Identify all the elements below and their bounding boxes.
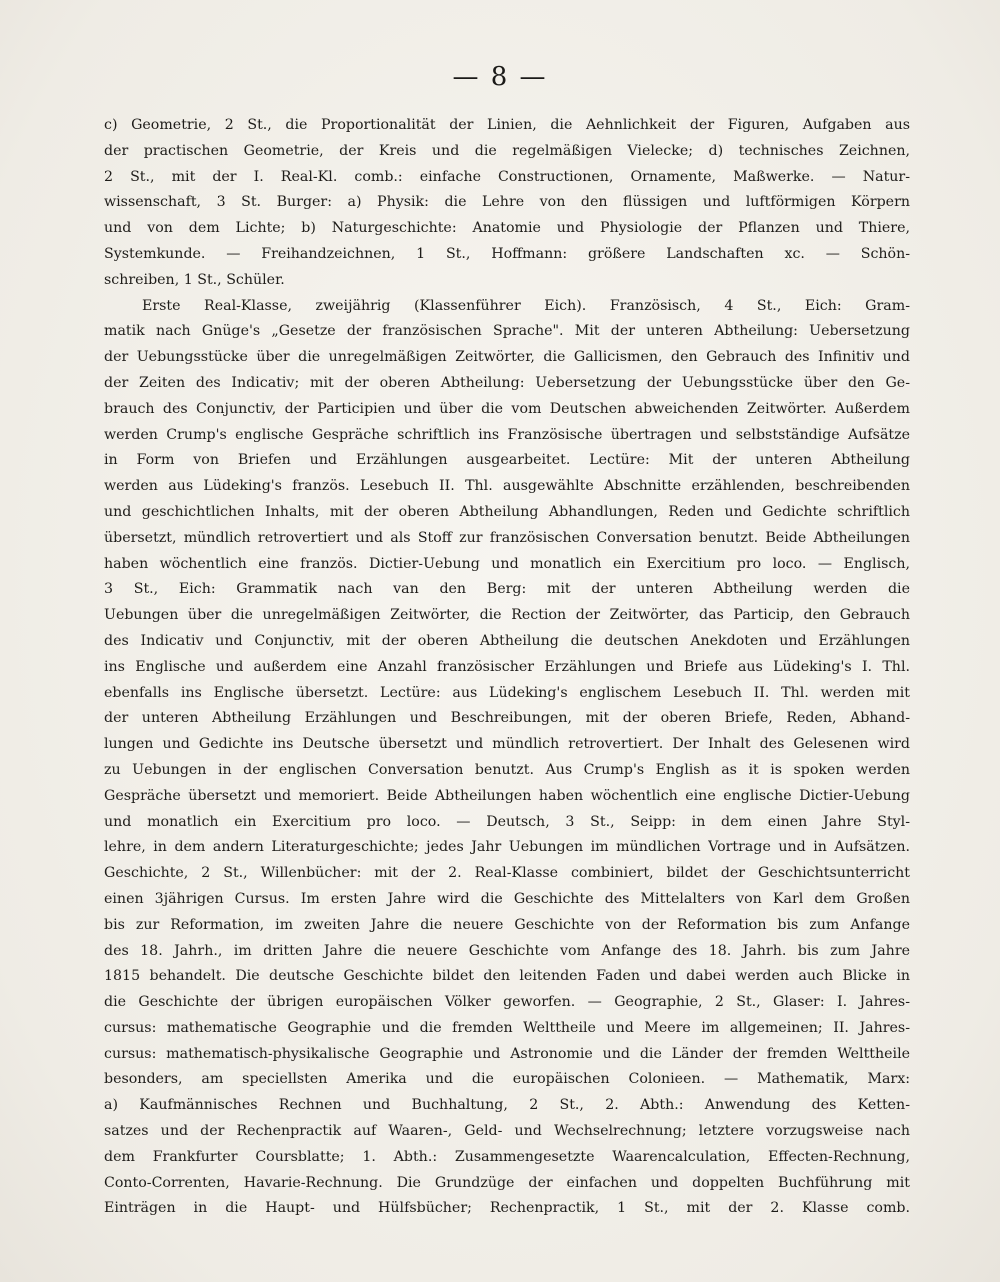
text-line: der practischen Geometrie, der Kreis und die regelmäßigen Vielecke; d) technisches Zeichnen, [104, 142, 910, 159]
text-line: Uebungen über die unregelmäßigen Zeitwörter, die Rection der Zeitwörter, das Particip, den Gebrauch [104, 607, 910, 624]
text-line: Erste Real-Klasse, zweijährig (Klassenführer Eich). Französisch, 4 St., Eich: Gram- [142, 297, 910, 314]
text-line: übersetzt, mündlich retrovertiert und als Stoff zur französischen Conversation benutzt. Beide Abtheilungen [104, 529, 910, 546]
text-line: einen 3jährigen Cursus. Im ersten Jahre wird die Geschichte des Mittelalters von Karl dem Großen [104, 890, 910, 907]
text-line: werden Crump's englische Gespräche schriftlich ins Französische übertragen und selbstständige Aufsätze [104, 426, 910, 443]
text-line: und monatlich ein Exercitium pro loco. — Deutsch, 3 St., Seipp: in dem einen Jahre Styl- [104, 813, 910, 830]
text-line: cursus: mathematisch-physikalische Geographie und Astronomie und die Länder der fremden Welttheile [104, 1045, 910, 1062]
text-line: Gespräche übersetzt und memoriert. Beide Abtheilungen haben wöchentlich eine englische Dictier-Uebung [104, 787, 910, 804]
text-line: zu Uebungen in der englischen Conversation benutzt. Aus Crump's English as it is spoken werden [104, 761, 910, 778]
text-line: ins Englische und außerdem eine Anzahl französischer Erzählungen und Briefe aus Lüdeking's I. Thl. [104, 658, 910, 675]
text-line: brauch des Conjunctiv, der Participien und über die vom Deutschen abweichenden Zeitwörter. Außerdem [104, 400, 910, 417]
text-line: schreiben, 1 St., Schüler. [104, 271, 285, 288]
text-line: satzes und der Rechenpractik auf Waaren-, Geld- und Wechselrechnung; letztere vorzugsweise nach [104, 1123, 910, 1140]
text-line: und von dem Lichte; b) Naturgeschichte: Anatomie und Physiologie der Pflanzen und Thiere, [104, 220, 910, 237]
text-line: Systemkunde. — Freihandzeichnen, 1 St., Hoffmann: größere Landschaften xc. — Schön- [104, 245, 910, 262]
text-line: lungen und Gedichte ins Deutsche übersetzt und mündlich retrovertiert. Der Inhalt des Gelesenen wird [104, 736, 910, 753]
text-line: c) Geometrie, 2 St., die Proportionalität der Linien, die Aehnlichkeit der Figuren, Aufgaben aus [104, 117, 910, 133]
text-line: und geschichtlichen Inhalts, mit der oberen Abtheilung Abhandlungen, Reden und Gedichte schriftlich [104, 503, 910, 520]
text-line: 1815 behandelt. Die deutsche Geschichte bildet den leitenden Faden und dabei werden auch Blicke in [104, 968, 910, 985]
text-line: haben wöchentlich eine französ. Dictier-Uebung und monatlich ein Exercitium pro loco. — Englisch, [104, 555, 910, 572]
text-line: cursus: mathematische Geographie und die fremden Welttheile und Meere im allgemeinen; II. Jahres- [104, 1019, 910, 1036]
text-line: Conto-Correnten, Havarie-Rechnung. Die Grundzüge der einfachen und doppelten Buchführung mit [104, 1174, 910, 1191]
text-line: des 18. Jahrh., im dritten Jahre die neuere Geschichte vom Anfange des 18. Jahrh. bis zum Jahre [104, 942, 910, 959]
text-line: Geschichte, 2 St., Willenbücher: mit der 2. Real-Klasse combiniert, bildet der Geschichtsunterricht [104, 865, 910, 882]
text-line: a) Kaufmännisches Rechnen und Buchhaltung, 2 St., 2. Abth.: Anwendung des Ketten- [104, 1097, 910, 1114]
text-line: matik nach Gnüge's „Gesetze der französischen Sprache". Mit der unteren Abtheilung: Uebersetzung [104, 323, 910, 340]
text-line: wissenschaft, 3 St. Burger: a) Physik: die Lehre von den flüssigen und luftförmigen Körpern [104, 194, 910, 211]
text-line: der Uebungsstücke über die unregelmäßigen Zeitwörter, die Gallicismen, den Gebrauch des Infinitiv und [104, 349, 910, 366]
text-line: dem Frankfurter Coursblatte; 1. Abth.: Zusammengesetzte Waarencalculation, Effecten-Rechnung, [104, 1148, 910, 1165]
text-line: die Geschichte der übrigen europäischen Völker geworfen. — Geographie, 2 St., Glaser: I. Jahres- [104, 994, 910, 1011]
text-line: ebenfalls ins Englische übersetzt. Lectüre: aus Lüdeking's englischem Lesebuch II. Thl. werden mit [104, 684, 910, 701]
text-line: besonders, am speciellsten Amerika und die europäischen Colonieen. — Mathematik, Marx: [104, 1071, 910, 1088]
page-number: — 8 — [452, 62, 548, 92]
text-line: werden aus Lüdeking's französ. Lesebuch II. Thl. ausgewählte Abschnitte erzählenden, beschreibenden [104, 478, 910, 495]
text-line: Einträgen in die Haupt- und Hülfsbücher; Rechenpractik, 1 St., mit der 2. Klasse comb. [104, 1200, 910, 1217]
text-line: des Indicativ und Conjunctiv, mit der oberen Abtheilung die deutschen Anekdoten und Erzählungen [104, 632, 910, 649]
text-line: 2 St., mit der I. Real-Kl. comb.: einfache Constructionen, Ornamente, Maßwerke. — Natur- [104, 168, 910, 185]
text-line: der unteren Abtheilung Erzählungen und Beschreibungen, mit der oberen Briefe, Reden, Abhand- [104, 710, 910, 727]
body-text [104, 113, 910, 1222]
text-line: bis zur Reformation, im zweiten Jahre die neuere Geschichte von der Reformation bis zum Anfange [104, 916, 910, 933]
text-line: 3 St., Eich: Grammatik nach van den Berg: mit der unteren Abtheilung werden die [104, 581, 910, 598]
text-line: lehre, in dem andern Literaturgeschichte; jedes Jahr Uebungen im mündlichen Vortrage und in Aufsätzen. [104, 839, 910, 856]
text-line: in Form von Briefen und Erzählungen ausgearbeitet. Lectüre: Mit der unteren Abtheilung [104, 452, 910, 469]
text-line: der Zeiten des Indicativ; mit der oberen Abtheilung: Uebersetzung der Uebungsstücke über den Ge- [104, 374, 910, 391]
